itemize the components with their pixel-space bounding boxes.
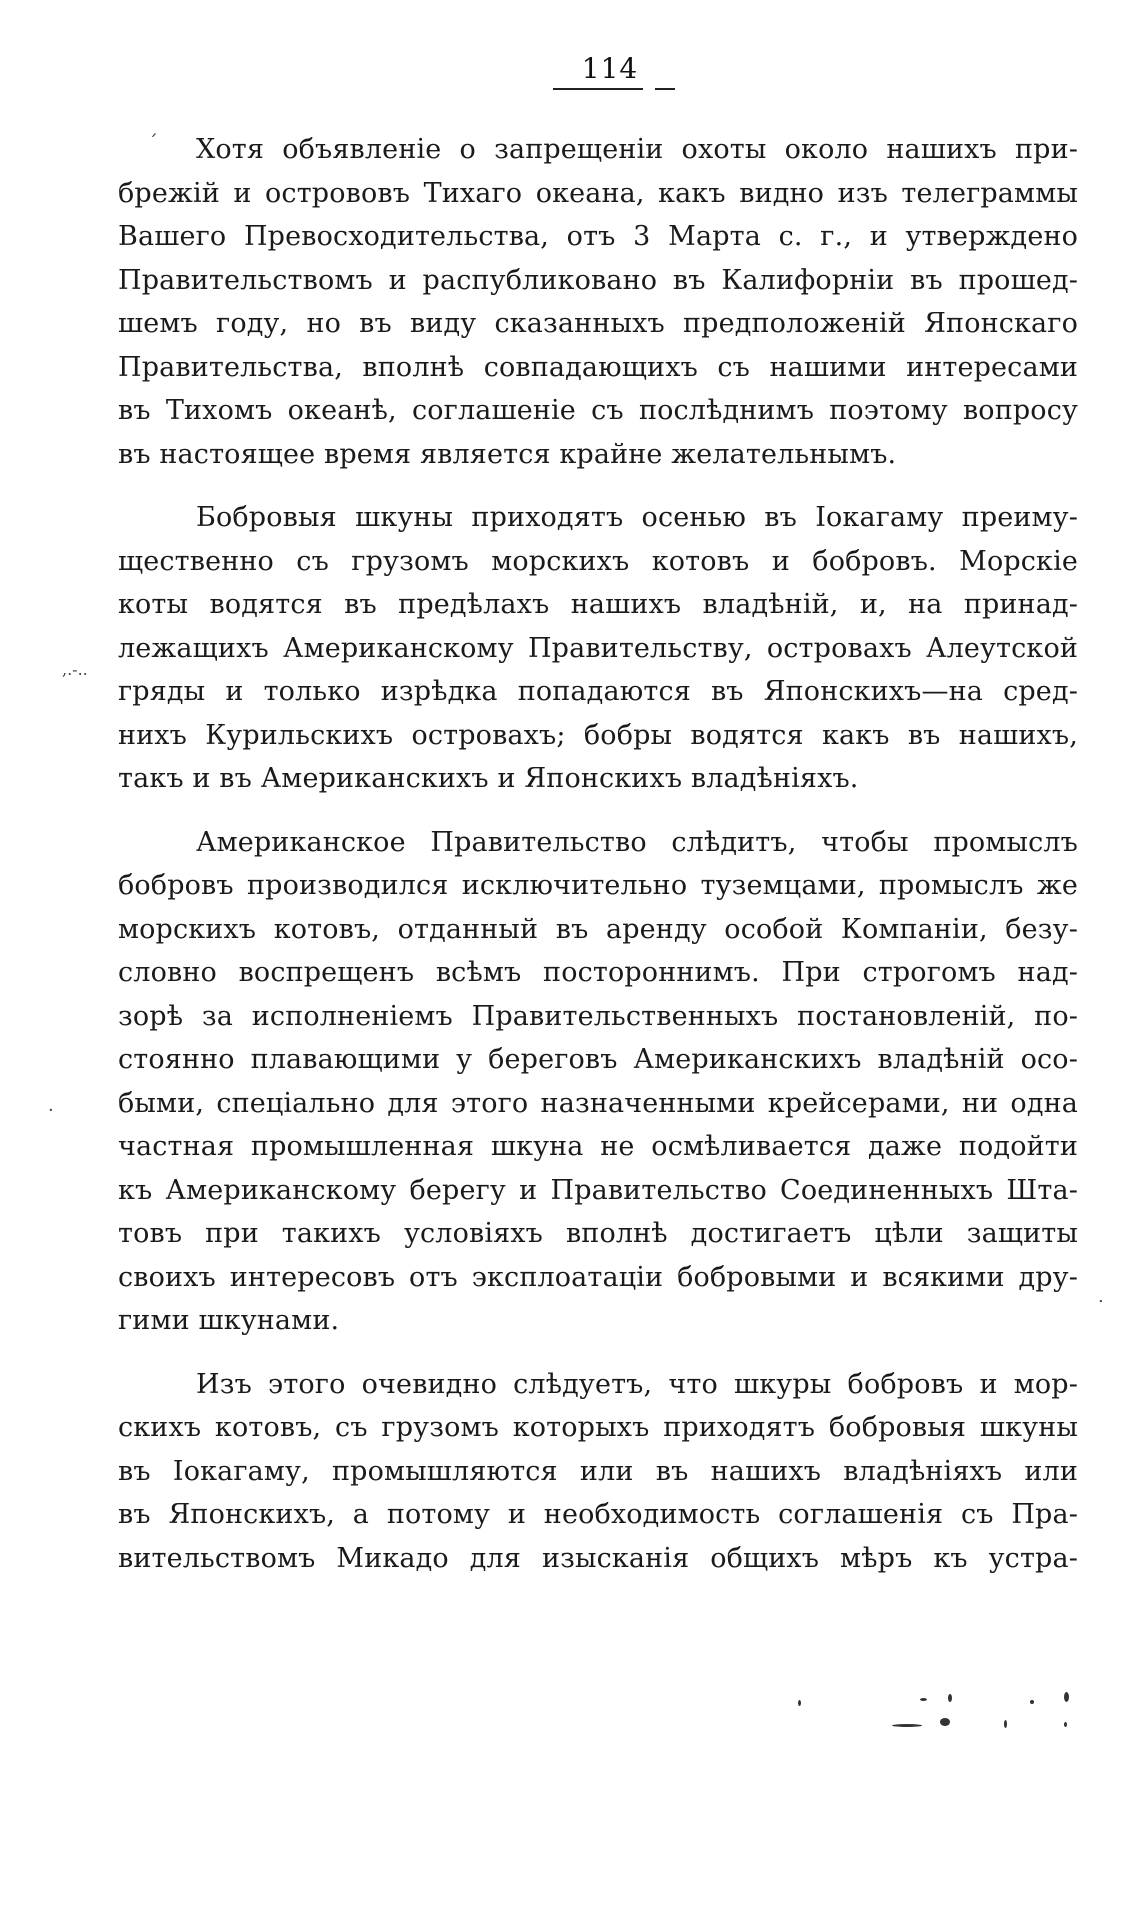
text-line: въ Тихомъ океанѣ, соглашеніе съ послѣднимъ поэтому вопросу (118, 395, 1078, 426)
text-line: частная промышленная шкуна не осмѣливается даже подойти (118, 1131, 1078, 1162)
text-line: въ настоящее время является крайне желательнымъ. (118, 438, 897, 470)
text-line: стоянно плавающими у береговъ Американскихъ владѣній осо- (118, 1044, 1078, 1075)
speck (940, 1718, 950, 1726)
paragraph-gap (118, 801, 1078, 821)
text-line: Американское Правительство слѣдитъ, чтобы промыслъ (196, 826, 1078, 858)
speck (798, 1700, 801, 1706)
text-line: коты водятся въ предѣлахъ нашихъ владѣній, и, на принад- (118, 589, 1078, 620)
text-line: Изъ этого очевидно слѣдуетъ, что шкуры бобровъ и мор- (196, 1368, 1078, 1400)
text-line: скихъ котовъ, съ грузомъ которыхъ приходятъ бобровыя шкуны (118, 1412, 1078, 1443)
text-line: товъ при такихъ условіяхъ вполнѣ достигаетъ цѣли защиты (118, 1218, 1078, 1249)
text-line: щественно съ грузомъ морскихъ котовъ и бобровъ. Морскіе (118, 545, 1078, 577)
print-specks (780, 1688, 1080, 1748)
text-line: своихъ интересовъ отъ эксплоатаціи бобровыми и всякими дру- (118, 1261, 1078, 1293)
text-line: Бобровыя шкуны приходятъ осенью въ Іокагаму преиму- (196, 502, 1078, 533)
speck (1064, 1722, 1067, 1727)
speck (1004, 1720, 1007, 1728)
text-line: Вашего Превосходительства, отъ 3 Марта с. г., и утверждено (118, 221, 1078, 252)
paragraph-1 (118, 128, 1078, 476)
text-line: гими шкунами. (118, 1305, 340, 1336)
text-line: словно воспрещенъ всѣмъ постороннимъ. При строгомъ над- (118, 957, 1078, 988)
margin-speck: ˊ (148, 130, 158, 154)
text-line: гряды и только изрѣдка попадаются въ Японскихъ—на сред- (118, 676, 1078, 707)
text-line: въ Японскихъ, а потому и необходимость соглашенія съ Пра- (118, 1499, 1078, 1530)
page-number: 114 (581, 52, 639, 85)
text-line: нихъ Курильскихъ островахъ; бобры водятся какъ въ нашихъ, (118, 719, 1078, 751)
text-line: въ Іокагаму, промышляются или въ нашихъ владѣніяхъ или (118, 1455, 1078, 1487)
text-line: къ Американскому берегу и Правительство Соединенныхъ Шта- (118, 1174, 1078, 1206)
paragraph-4 (118, 1363, 1078, 1581)
speck (920, 1698, 927, 1701)
text-line: шемъ году, но въ виду сказанныхъ предположеній Японскаго (118, 308, 1078, 339)
text-line: Хотя объявленіе о запрещеніи охоты около нашихъ при- (196, 134, 1078, 165)
paragraph-gap (118, 476, 1078, 496)
page-number-underline (553, 88, 643, 90)
text-line: зорѣ за исполненіемъ Правительственныхъ постановленій, по- (118, 1000, 1078, 1032)
page-number-dash (655, 88, 675, 90)
paragraph-gap (118, 1343, 1078, 1363)
margin-speck: · (48, 1100, 54, 1121)
margin-speck: ,.-.. (62, 660, 88, 679)
body-text (118, 128, 1078, 1580)
text-line: лежащихъ Американскому Правительству, островахъ Алеутской (118, 632, 1078, 664)
text-line: Правительствомъ и распубликовано въ Калифорніи въ прошед- (118, 264, 1078, 296)
text-line: вительствомъ Микадо для изысканія общихъ мѣръ къ устра- (118, 1542, 1078, 1574)
speck (948, 1694, 952, 1702)
text-line: быми, спеціально для этого назначенными крейсерами, ни одна (118, 1087, 1078, 1119)
text-line: Правительства, вполнѣ совпадающихъ съ нашими интересами (118, 351, 1078, 383)
speck (892, 1724, 922, 1727)
margin-speck: . (1098, 1286, 1104, 1307)
text-line: морскихъ котовъ, отданный въ аренду особой Компаніи, безу- (118, 913, 1078, 945)
paragraph-3 (118, 821, 1078, 1343)
paragraph-2 (118, 496, 1078, 801)
speck (1064, 1692, 1069, 1702)
text-line: брежій и острововъ Тихаго океана, какъ видно изъ телеграммы (118, 177, 1078, 209)
speck (1030, 1700, 1034, 1704)
text-line: такъ и въ Американскихъ и Японскихъ владѣніяхъ. (118, 763, 859, 794)
text-line: бобровъ производился исключительно туземцами, промыслъ же (118, 870, 1078, 901)
